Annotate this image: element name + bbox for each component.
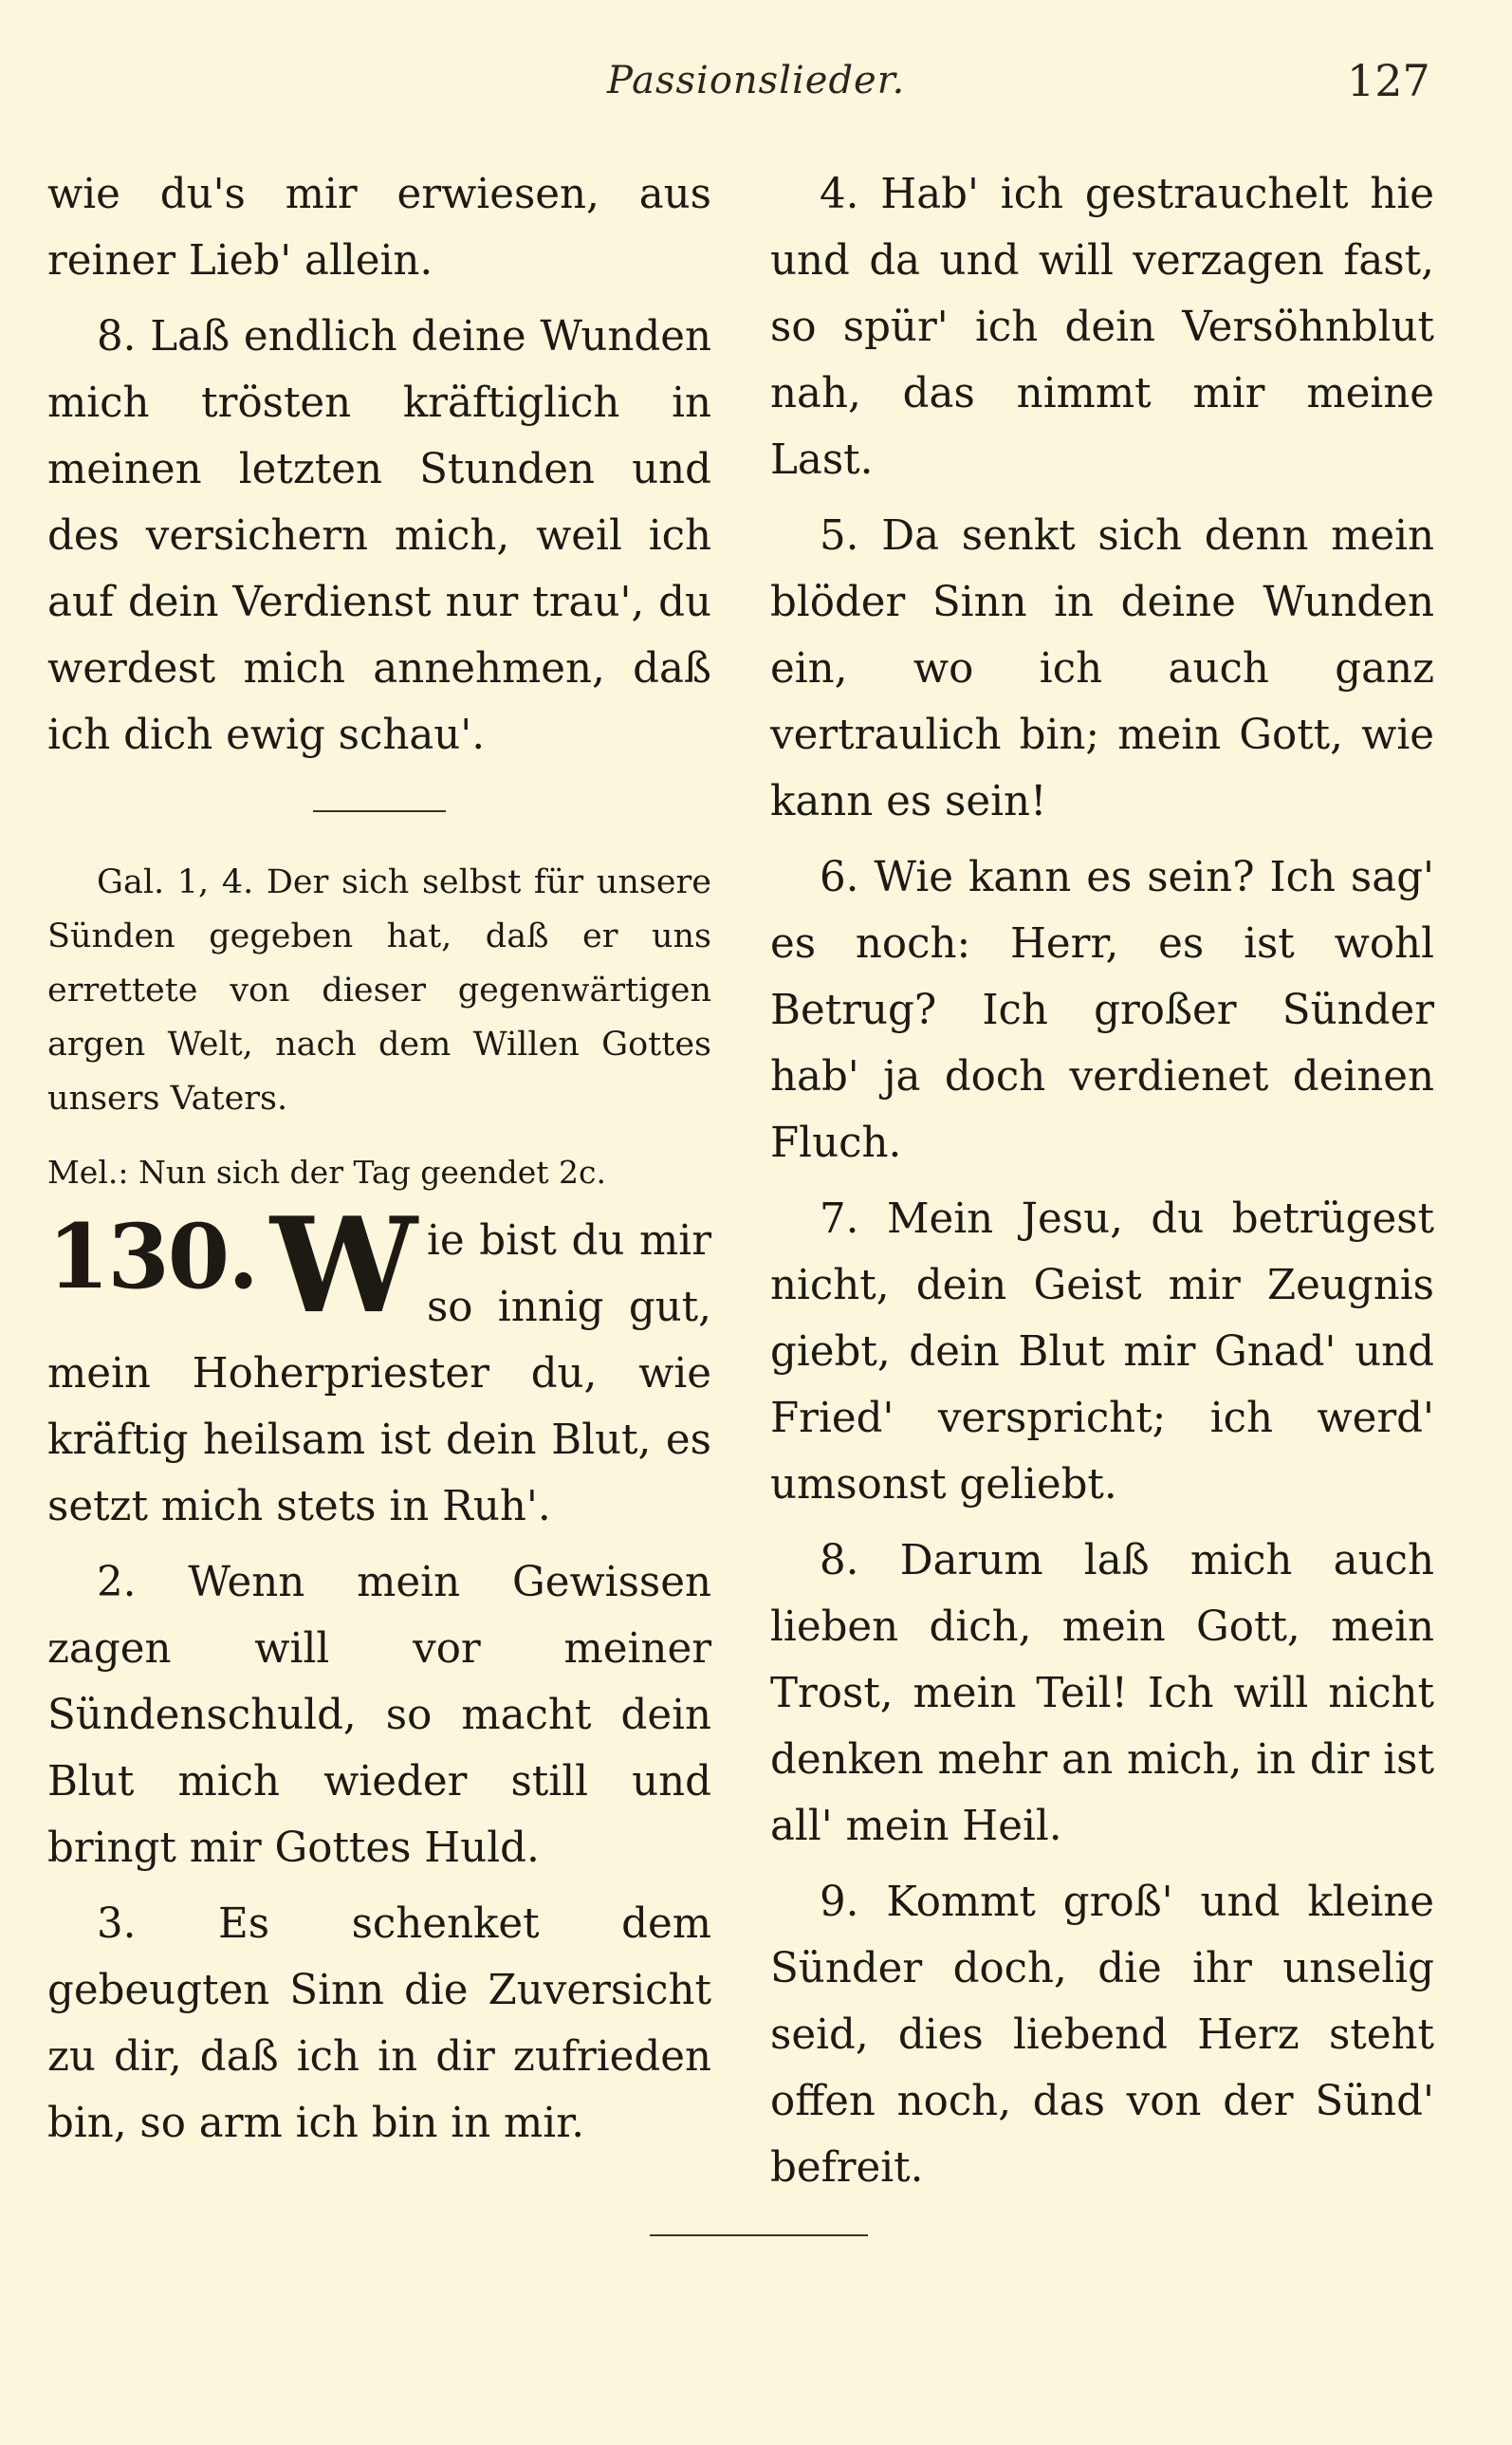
stanza-9: 9. Kommt groß' und kleine Sünder doch, die ihr unselig seid, dies liebend Herz steht offen noch, das von der Sünd' befreit. [770,1879,1434,2192]
bottom-divider [650,2234,868,2236]
stanza-2: 2. Wenn mein Gewissen zagen will vor meiner Sündenschuld, so macht dein Blut mich wieder still und bringt mir Gottes Huld. [47,1559,711,1872]
stanza-5: 5. Da senkt sich denn mein blöder Sinn in deine Wunden ein, wo ich auch ganz vertraulich bin; mein Gott, wie kann es sein! [770,512,1434,825]
stanza-8-right: 8. Darum laß mich auch lieben dich, mein Gott, mein Trost, mein Teil! Ich will nicht denken mehr an mich, in dir ist all' mein Heil. [770,1537,1434,1850]
drop-capital: W [269,1188,417,1343]
stanza-7: 7. Mein Jesu, du betrügest nicht, dein Geist mir Zeugnis giebt, dein Blut mir Gnad' und Fried' verspricht; ich werd' umsonst geliebt. [770,1195,1434,1509]
melody-line: Mel.: Nun sich der Tag geendet 2c. [47,1154,607,1191]
page-number: 127 [1347,55,1430,106]
left-column [47,161,711,2157]
right-column [770,161,1434,2201]
section-divider [313,810,446,812]
page-header [0,53,1512,120]
running-head: Passionslieder. [607,59,906,102]
stanza-4: 4. Hab' ich gestrauchelt hie und da und will verzagen fast, so spür' ich dein Versöhnblut nah, das nimmt mir meine Last. [770,171,1434,484]
hymn-130-stanza-1 [47,1188,711,1540]
stanza-3: 3. Es schenket dem gebeugten Sinn die Zuversicht zu dir, daß ich in dir zufrieden bin, so arm ich bin in mir. [47,1900,711,2147]
stanza-1-text: ie bist du mir so innig gut, mein Hoherpriester du, wie kräftig heilsam ist dein Blut, es setzt mich stets in Ruh'. [47,1217,711,1530]
stanza-6: 6. Wie kann es sein? Ich sag' es noch: Herr, es ist wohl Betrug? Ich großer Sünder hab' ja doch verdienet deinen Fluch. [770,854,1434,1167]
scripture-quote: Gal. 1, 4. Der sich selbst für unsere Sünden gegeben hat, daß er uns errettete von dieser gegenwärtigen argen Welt, nach dem Willen Gottes unsers Vaters. [47,863,711,1118]
hymn-number: 130. [47,1205,257,1309]
stanza-continuation: wie du's mir erwiesen, aus reiner Lieb' allein. [47,171,711,285]
stanza-8: 8. Laß endlich deine Wunden mich trösten kräftiglich in meinen letzten Stunden und des versichern mich, weil ich auf dein Verdienst nur trau', du werdest mich annehmen, daß ich dich ewig schau'. [47,313,711,759]
